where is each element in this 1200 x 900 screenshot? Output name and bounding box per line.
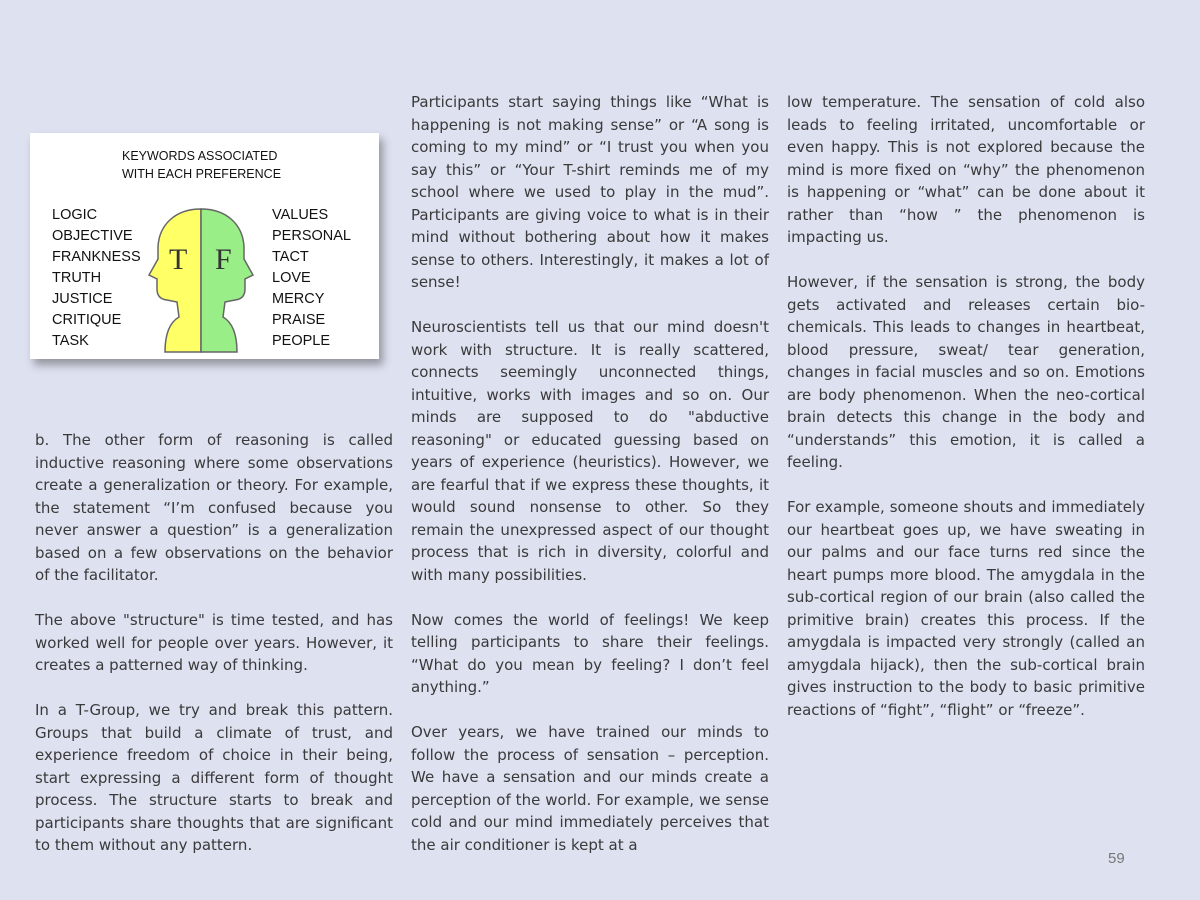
paragraph: b. The other form of reasoning is called inductive reasoning where some observations create a generalization or theory. For example, the statement “I’m confused because you never answer a question” is a generalization based on a few observations on the behavior of the facilitator. bbox=[35, 431, 393, 584]
thinking-keywords-list bbox=[52, 205, 141, 352]
text-column-1 bbox=[35, 429, 393, 879]
thinking-keyword: OBJECTIVE bbox=[52, 228, 133, 244]
feeling-keyword: MERCY bbox=[272, 291, 325, 307]
feeling-keyword: VALUES bbox=[272, 207, 329, 223]
thinking-keyword: TRUTH bbox=[52, 270, 102, 286]
feeling-keyword: PRAISE bbox=[272, 312, 326, 328]
paragraph: In a T-Group, we try and break this pattern. Groups that build a climate of trust, and experience freedom of choice in their being, start expressing a different form of thought process. The structure starts to break and participants share thoughts that are significant to them without any pattern. bbox=[35, 701, 393, 854]
paragraph: Participants start saying things like “What is happening is not making sense” or “A song is coming to my mind” or “I trust you when you say this” or “Your T-shirt reminds me of my school where we used to play in the mud”. Participants are giving voice to what is in their mind without bothering about how it makes sense to others. Interestingly, it makes a lot of sense! bbox=[411, 93, 769, 291]
two-faced-head-icon bbox=[135, 207, 265, 357]
paragraph: For example, someone shouts and immediately our heartbeat goes up, we have sweating in our palms and our face turns red since the heart pumps more blood. The amygdala in the sub-cortical region of our brain (also called the primitive brain) creates this process. If the amygdala is impacted very strongly (called an amygdala hijack), then the sub-cortical brain gives instruction to the body to basic primitive reactions of “fight”, “flight” or “freeze”. bbox=[787, 498, 1145, 719]
feeling-letter: F bbox=[215, 243, 232, 276]
figure-title bbox=[122, 147, 322, 183]
figure-title-line-2: WITH EACH PREFERENCE bbox=[122, 167, 282, 181]
paragraph: The above "structure" is time tested, and has worked well for people over years. However, it creates a patterned way of thinking. bbox=[35, 611, 393, 674]
thinking-keyword: JUSTICE bbox=[52, 291, 113, 307]
feeling-keywords-list bbox=[272, 205, 351, 352]
text-column-2 bbox=[411, 91, 769, 879]
keywords-figure bbox=[30, 133, 379, 359]
thinking-keyword: TASK bbox=[52, 333, 89, 349]
thinking-letter: T bbox=[169, 243, 188, 276]
feeling-keyword: TACT bbox=[272, 249, 309, 265]
paragraph: Now comes the world of feelings! We keep telling participants to share their feelings. “What do you mean by feeling? I don’t feel anything.” bbox=[411, 610, 769, 696]
paragraph: Neuroscientists tell us that our mind doesn't work with structure. It is really scattered, connects seemingly unconnected things, intuitive, works with images and so on. Our minds are supposed to do "abductive reasoning" or educated guessing based on years of experience (heuristics). However, we are fearful that if we express these thoughts, it would sound nonsense to other. So they remain the unexpressed aspect of our thought process that is rich in diversity, colorful and with many possibilities. bbox=[411, 318, 769, 584]
text-column-3 bbox=[787, 91, 1145, 744]
head-left-half bbox=[149, 209, 201, 352]
feeling-keyword: PEOPLE bbox=[272, 333, 331, 349]
thinking-keyword: LOGIC bbox=[52, 207, 98, 223]
thinking-keyword: CRITIQUE bbox=[52, 312, 122, 328]
head-right-half bbox=[201, 209, 253, 352]
figure-title-line-1: KEYWORDS ASSOCIATED bbox=[122, 149, 278, 163]
feeling-keyword: LOVE bbox=[272, 270, 311, 286]
paragraph: Over years, we have trained our minds to follow the process of sensation – perception. We have a sensation and our minds create a perception of the world. For example, we sense cold and our mind immediately perceives that the air conditioner is kept at a bbox=[411, 723, 769, 854]
paragraph: low temperature. The sensation of cold also leads to feeling irritated, uncomfortable or even happy. This is not explored because the mind is more fixed on “why” the phenomenon is happening or “what” can be done about it rather than “how ” the phenomenon is impacting us. bbox=[787, 93, 1145, 246]
page-number: 59 bbox=[1108, 850, 1125, 867]
thinking-keyword: FRANKNESS bbox=[52, 249, 141, 265]
paragraph: However, if the sensation is strong, the body gets activated and releases certain bio-chemicals. This leads to changes in heartbeat, blood pressure, sweat/ tear generation, changes in facial muscles and so on. Emotions are body phenomenon. When the neo-cortical brain detects this change in the body and “understands” this emotion, it is called a feeling. bbox=[787, 273, 1145, 471]
feeling-keyword: PERSONAL bbox=[272, 228, 351, 244]
